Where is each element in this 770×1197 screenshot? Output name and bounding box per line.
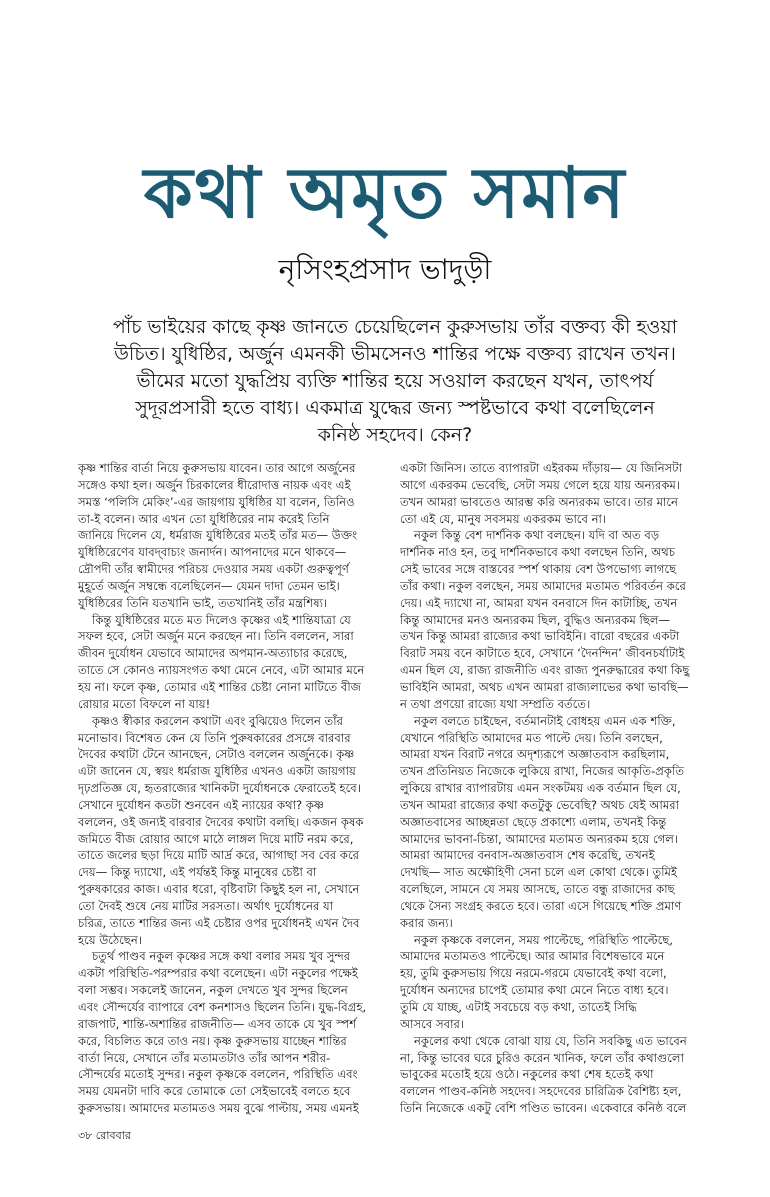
body-column-right [400, 460, 708, 1117]
text-line: দেখছি— সাত অক্ষৌহিণী সেনা চলে এল কোথা থেকে। তুমিই [400, 865, 678, 880]
text-line: তুমি যে যাচ্ছ, এটাই সবচেয়ে বড় কথা, তাতেই সিদ্ধি [400, 1000, 637, 1014]
text-line: তো দৈবই শুষে নেয় মাটির সরসতা। অর্থাৎ দুর্যোধনের যা [78, 898, 334, 913]
text-line: হয় না। ফলে কৃষ্ণ, তোমার এই শান্তির চেষ্টা নোনা মাটিতে বীজ [78, 679, 362, 694]
text-line: থেকে সৈন্য সংগ্রহ করতে হবে। তারা এসে গিয়েছে শক্তি প্রমাণ [400, 898, 682, 913]
text-line: সঙ্গেও কথা হল। অর্জুন চিরকালের ধীরোদাত্ত নায়ক এবং এই [78, 477, 351, 492]
text-line: কৃষ্ণও স্বীকার করলেন কথাটা এবং বুঝিয়েও দিলেন তাঁর [92, 713, 343, 728]
text-line: জমিতে বীজ রোয়ার আগে মাঠে লাঙ্গল দিয়ে মাটি নরম করে, [78, 831, 354, 846]
text-line: দুর্যোধন অন্যদের চাপেই তোমার কথা মেনে নিতে বাধ্য হবে। [400, 983, 669, 998]
text-line: তখন আমরা রাজ্যের কথা কতটুকু ভেবেছি? অথচ যেই আমরা [400, 797, 680, 812]
text-line: যেখানে পরিস্থিতি আমাদের মত পাল্টে দেয়। তিনি বলছেন, [400, 730, 663, 745]
lede-line: পাঁচ ভাইয়ের কাছে কৃষ্ণ জানতে চেয়েছিলেন কুরুসভায় তাঁর বক্তব্য কী হওয়া [112, 316, 678, 338]
text-line: জীবন দুর্যোধন যেভাবে আমাদের অপমান-অত্যাচার করেছে, [78, 646, 348, 661]
text-line: দৃঢ়প্রতিজ্ঞ যে, হৃতরাজ্যের খানিকটা দুর্যোধনকে ফেরাতেই হবে। [78, 781, 361, 796]
text-line: আমাদের ভাবনা-চিন্তা, আমাদের মতামত অন্যরকম হয়ে গেল। [400, 831, 679, 846]
lede-line: ভীমের মতো যুদ্ধপ্রিয় ব্যক্তি শান্তির হয়ে সওয়াল করছেন যখন, তাৎপর্য [136, 370, 654, 392]
text-line: চরিত্র, তাতে শান্তির জন্য এই চেষ্টার ওপর দুর্যোধনই এখন দৈব [78, 915, 360, 930]
text-line: কিন্তু আমাদের মনও অন্যরকম ছিল, বুদ্ধিও অন্যরকম ছিল— [400, 612, 671, 627]
paragraph [400, 713, 708, 932]
text-line: অজ্ঞাতবাসের আচ্ছন্নতা ছেড়ে প্রকাশ্যে এলাম, তখনই কিন্তু [400, 814, 667, 829]
body-column-left [78, 460, 386, 1117]
paragraph [400, 527, 708, 712]
text-line: সমস্ত ‘পলিসি মেকিং’-এর জায়গায় যুধিষ্ঠির যা বলেন, তিনিও [78, 494, 355, 509]
paragraph [78, 460, 386, 612]
text-line: বলা সম্ভব। সকলেই জানেন, নকুল দেখতে খুব সুন্দর ছিলেন [78, 983, 348, 998]
text-line: বললেন, ওই জন্যই বারবার দৈবের কথাটা বলছি। একজন কৃষক [78, 814, 364, 829]
text-line: যুধিষ্ঠিরের তিনি যতখানি ভাই, ততখানিই তাঁর মন্ত্রশিষ্য। [78, 595, 328, 610]
text-line: তিনি নিজেকে একটু বেশি পণ্ডিত ভাবেন। একেবারে কনিষ্ঠ বলে [400, 1101, 687, 1116]
text-line: সেখানে দুর্যোধন কতটা শুনবেন এই ন্যায়ের কথা? কৃষ্ণ [78, 797, 325, 812]
text-line: ভাবুকের মতোই হয়ে ওঠে। নকুলের কথা শেষ হতেই কথা [400, 1067, 654, 1082]
page-number: ৩৮ [78, 1129, 93, 1142]
paragraph [78, 713, 386, 949]
magazine-name: রোববার [95, 1129, 131, 1142]
text-line: লুকিয়ে রাখার ব্যাপারটায় এমন সংকটময় এক বর্তমান ছিল যে, [400, 781, 681, 796]
text-line: সেই ভাবের সঙ্গে বাস্তবের স্পর্শ থাকায় বেশ উপভোগ্য লাগছে [400, 562, 677, 577]
lede-line: উচিত। যুধিষ্ঠির, অর্জুন এমনকী ভীমসেনও শান্তির পক্ষে বক্তব্য রাখেন তখন। [114, 343, 676, 365]
text-line: তখন প্রতিনিয়ত নিজেকে লুকিয়ে রাখা, নিজের আকৃতি-প্রকৃতি [400, 764, 685, 779]
text-line: সৌন্দর্যের মতোই সুন্দর। নকুল কৃষ্ণকে বললেন, পরিস্থিতি এবং [78, 1067, 358, 1082]
text-line: কিন্তু যুধিষ্ঠিরের মতে মত দিলেও কৃষ্ণের এই শান্তিযাত্রা যে [92, 612, 351, 627]
text-line: চতুর্থ পাণ্ডব নকুল কৃষ্ণের সঙ্গে কথা বলার সময় খুব সুন্দর [92, 949, 351, 964]
text-line: দেয়। এই দ্যাখো না, আমরা যখন বনবাসে দিন কাটাচ্ছি, তখন [400, 595, 678, 610]
paragraph [400, 460, 708, 527]
text-line: একটা পরিস্থিতি-পরম্পরার কথা বলেছেন। এটা নকুলের পক্ষেই [78, 966, 358, 981]
article-title: কথা অমৃত সমান [143, 152, 627, 234]
text-line: ভাবিইনি আমরা, অথচ এখন আমরা রাজ্যলাভের কথা ভাবছি— [400, 679, 689, 694]
text-line: এবং সৌন্দর্যের ব্যাপারে বেশ কনশাসও ছিলেন তিনি। যুদ্ধ-বিগ্রহ, [78, 1000, 367, 1014]
text-line: আসবে সবার। [400, 1016, 464, 1031]
text-line: করার জন্য। [400, 915, 453, 930]
paragraph [78, 948, 386, 1116]
text-line: আগে একরকম ভেবেছি, সেটা সময় গেলে হয়ে যায় অন্যরকম। [400, 477, 681, 492]
text-line: নকুল কিন্তু বেশ দার্শনিক কথা বলছেন। যদি বা অত বড় [414, 528, 660, 543]
text-line: যুধিষ্ঠিরেণেব যাবদ্‌বাচ্যং জনার্দন। আপনাদের মনে থাকবে— [78, 545, 347, 560]
text-line: তাতে জলের ছড়া দিয়ে মাটি আর্দ্র করে, আগাছা সব বের করে [78, 848, 360, 863]
text-line: দৈবের কথাটা টেনে আনছেন, সেটাও বললেন অর্জুনকে। কৃষ্ণ [78, 747, 355, 762]
text-line: তখন কিন্তু আমরা রাজ্যের কথা ভাবিইনি। বারো বছরের একটা [400, 629, 680, 644]
text-line: বললেন পাণ্ডব-কনিষ্ঠ সহদেব। সহদেবের চারিত্রিক বৈশিষ্ট্য হল, [400, 1084, 682, 1099]
paragraph [78, 612, 386, 713]
text-line: তখন আমরা ভাবতেও আরম্ভ করি অন্যরকম ভাবে। তার মানে [400, 494, 678, 509]
text-line: রাজপাট, শান্তি-অশান্তির রাজনীতি— এসব তাকে যে খুব স্পর্শ [78, 1016, 357, 1031]
text-line: হয়, তুমি কুরুসভায় গিয়ে নরমে-গরমে যেভাবেই কথা বলো, [400, 966, 667, 981]
text-line: সফল হবে, সেটা অর্জুন মনে করছেন না। তিনি বললেন, সারা [78, 629, 354, 644]
lede-line: কনিষ্ঠ সহদেব। কেন? [317, 424, 473, 446]
text-line: বিরাট সময় বনে কাটাতে হবে, সেখানে ‘দৈনন্দিন’ জীবনচর্যাটাই [400, 646, 685, 661]
text-line: মুহূর্তে অর্জুন সম্বন্ধে বলেছিলেন— যেমন দাদা তেমন ভাই। [78, 578, 340, 593]
text-line: সময় যেমনটা দাবি করে তোমাকে তো সেইভাবেই বলতে হবে [78, 1084, 351, 1099]
text-line: দার্শনিক নাও হন, তবু দার্শনিকভাবে কথা বলছেন তিনি, অথচ [400, 545, 675, 560]
text-line: জানিয়ে দিলেন যে, ধর্মরাজ যুধিষ্ঠিরের মতই তাঁর মত— উক্তং [78, 528, 358, 543]
text-line: দ্রৌপদী তাঁর স্বামীদের পরিচয় দেওয়ার সময় একটা গুরুত্বপূর্ণ [78, 562, 349, 577]
text-line: তাতে সে কোনও ন্যায়সংগত কথা মেনে নেবে, এটা আমার মনে [78, 663, 365, 678]
page-footer [78, 1129, 131, 1143]
text-line: বলেছিলে, সামনে যে সময় আসছে, তাতে বন্ধু রাজাদের কাছ [400, 882, 675, 897]
text-line: আমাদের মতামতও পাল্টেছে। আর আমার বিশেষভাবে মনে [400, 949, 665, 964]
text-line: আমরা আমাদের বনবাস-অজ্ঞাতবাস শেষ করেছি, তখনই [400, 848, 655, 863]
text-line: নকুল বলতে চাইছেন, বর্তমানটাই বোধহয় এমন এক শক্তি, [414, 713, 676, 728]
text-line: হয়ে উঠেছেন। [78, 932, 142, 947]
text-line: একটা জিনিস। তাতে ব্যাপারটা এইরকম দাঁড়ায়— যে জিনিসটা [400, 461, 682, 475]
paragraph [400, 932, 708, 1033]
text-line: এমন ছিল যে, রাজ্য রাজনীতি এবং রাজ্য পুনরুদ্ধারের কথা কিছু [400, 663, 690, 678]
article-lede [80, 314, 710, 449]
text-line: ন তথা প্রণয়ো রাজ্যে যথা সম্প্রতি বর্ততে। [400, 696, 591, 711]
text-line: এটা জানেন যে, স্বয়ং ধর্মরাজ যুধিষ্ঠির এখনও একটা জায়গায় [78, 764, 356, 779]
text-line: না, কিন্তু ভাবের ঘরে চুরিও করেন খানিক, ফলে তাঁর কথাগুলো [400, 1050, 684, 1065]
text-line: মনোভাব। বিশেষত কেন যে তিনি পুরুষকারের প্রসঙ্গে বারবার [78, 730, 351, 745]
article-author: নৃসিংহপ্রসাদ ভাদুড়ী [278, 253, 492, 286]
text-line: তো এই যে, মানুষ সবসময় একরকম ভাবে না। [400, 511, 607, 526]
text-line: কৃষ্ণ শান্তির বার্তা নিয়ে কুরুসভায় যাবেন। তার আগে অর্জুনের [78, 461, 356, 475]
text-line: নকুল কৃষ্ণকে বললেন, সময় পাল্টেছে, পরিস্থিতি পাল্টেছে, [414, 932, 673, 947]
text-line: দেয়— কিন্তু দ্যাখো, এই পর্যন্তই কিন্তু মানুষের চেষ্টা বা [78, 865, 317, 880]
text-line: আমরা যখন বিরাট নগরে অদৃশ্যরূপে অজ্ঞাতবাস করছিলাম, [400, 747, 670, 762]
text-line: কুরুসভায়। আমাদের মতামতও সময় বুঝে পাল্টায়, সময় এমনই [78, 1101, 359, 1116]
lede-line: সুদূরপ্রসারী হতে বাধ্য। একমাত্র যুদ্ধের জন্য স্পষ্টভাবে কথা বলেছিলেন [135, 397, 655, 419]
text-line: তা-ই বলেন। আর এখন তো যুধিষ্ঠিরের নাম করেই তিনি [78, 511, 330, 526]
text-line: বার্তা নিয়ে, সেখানে তাঁর মতামতটাও তাঁর আপন শরীর- [78, 1050, 331, 1065]
text-line: পুরুষকারের কাজ। এবার ধরো, বৃষ্টিবাটা কিছুই হল না, সেখানে [78, 882, 360, 897]
text-line: করে, বিচলিত করে তাও নয়। কৃষ্ণ কুরুসভায় যাচ্ছেন শান্তির [78, 1033, 347, 1048]
paragraph [400, 1033, 708, 1117]
text-line: নকুলের কথা থেকে বোঝা যায় যে, তিনি সবকিছু এত ভাবেন [414, 1033, 687, 1048]
text-line: রোয়ার মতো বিফলে না যায়! [78, 696, 211, 711]
text-line: তাঁর কথা। নকুল বলছেন, সময় আমাদের মতামত পরিবর্তন করে [400, 578, 686, 593]
